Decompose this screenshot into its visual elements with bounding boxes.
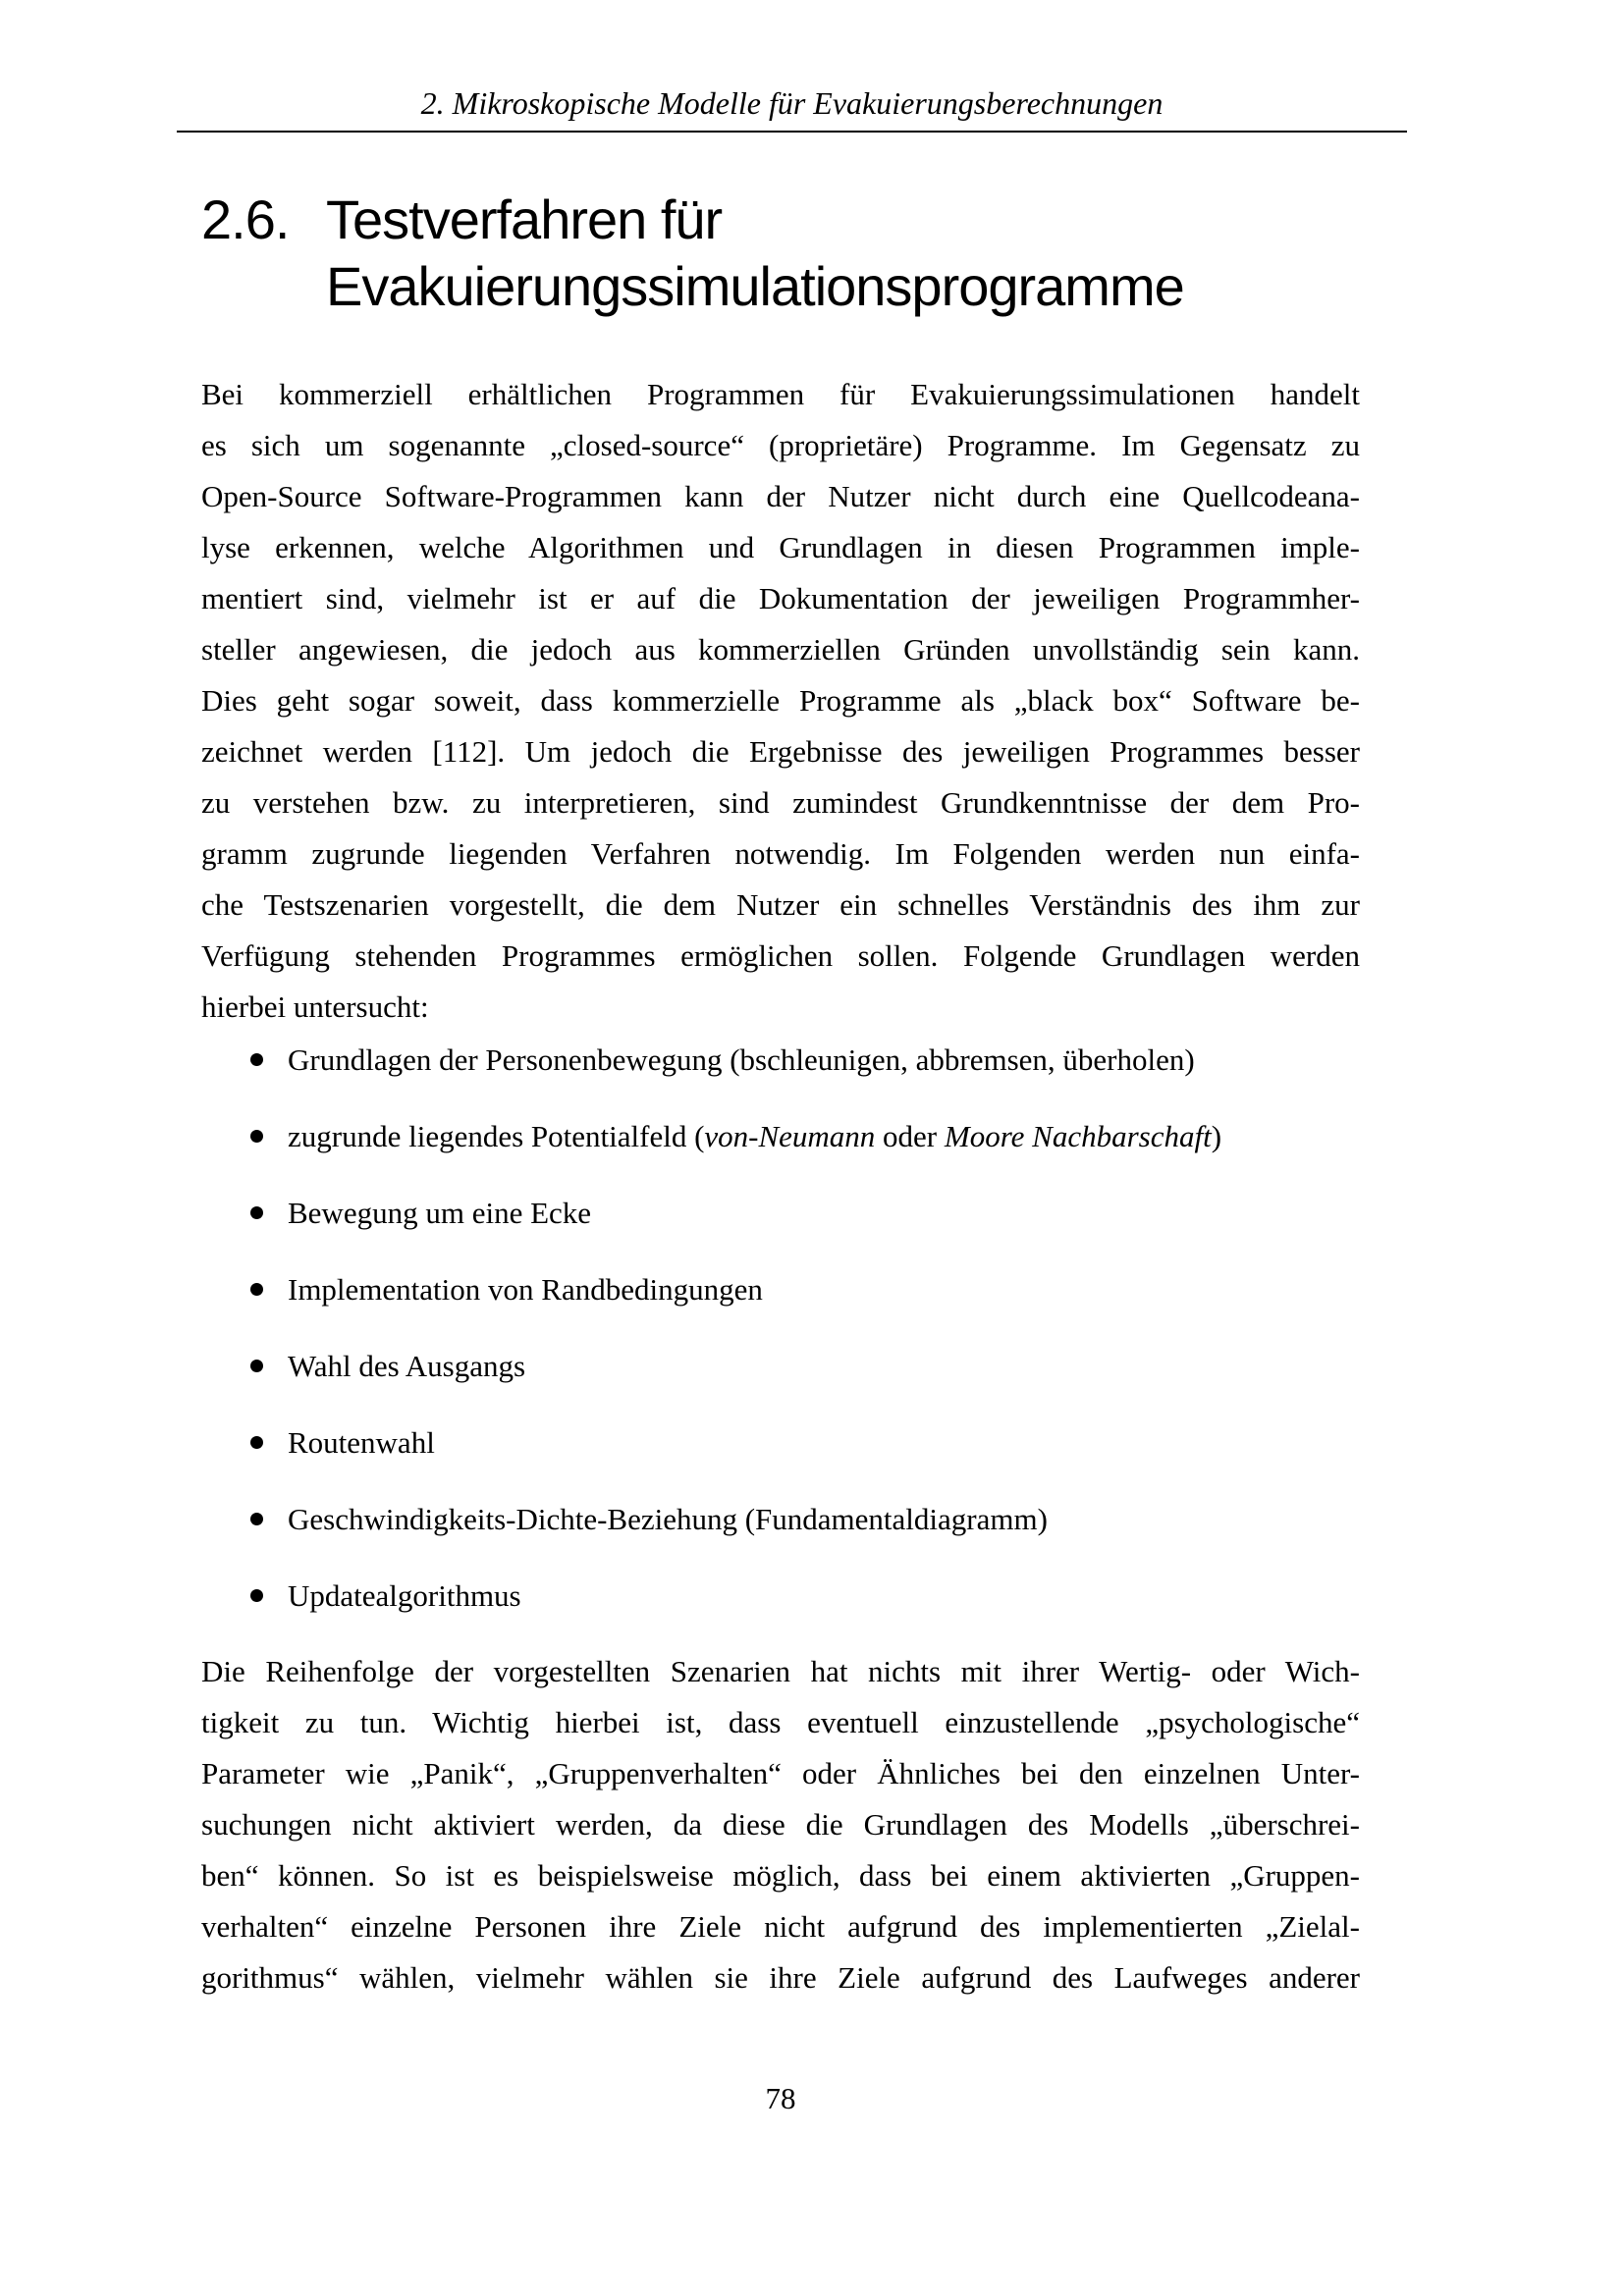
bullet-icon — [250, 1130, 263, 1143]
list-item-text: Wahl des Ausgangs — [288, 1349, 526, 1383]
list-item-text: Routenwahl — [288, 1425, 435, 1460]
list-item — [201, 1188, 1360, 1239]
section-title-line-1: Testverfahren für — [326, 188, 723, 250]
bullet-icon — [250, 1436, 263, 1449]
list-item — [201, 1111, 1360, 1162]
text-line: Open-Source Software-Programmen kann der Nutzer nicht durch eine Quellcodeana- — [201, 479, 1360, 513]
list-item-text: Geschwindigkeits-Dichte-Beziehung (Fundamentaldiagramm) — [288, 1502, 1048, 1536]
bullet-icon — [250, 1053, 263, 1066]
header-rule — [177, 131, 1407, 133]
text-line: Bei kommerziell erhältlichen Programmen für Evakuierungssimulationen handelt — [201, 377, 1360, 411]
list-item — [201, 1264, 1360, 1315]
page-number: 78 — [765, 2081, 796, 2115]
text-line: suchungen nicht aktiviert werden, da diese die Grundlagen des Modells „überschrei- — [201, 1807, 1360, 1842]
bullet-list — [201, 1035, 1360, 1647]
list-item — [201, 1571, 1360, 1622]
text-line: ben“ können. So ist es beispielsweise möglich, dass bei einem aktivierten „Gruppen- — [201, 1858, 1360, 1893]
text-line: es sich um sogenannte „closed-source“ (proprietäre) Programme. Im Gegensatz zu — [201, 428, 1360, 462]
text-line: tigkeit zu tun. Wichtig hierbei ist, dass eventuell einzustellende „psychologische“ — [201, 1705, 1360, 1739]
text-line: zu verstehen bzw. zu interpretieren, sind zumindest Grundkenntnisse der dem Pro- — [201, 785, 1360, 820]
text-line: hierbei untersucht: — [201, 989, 429, 1024]
paragraph-1 — [201, 369, 1360, 1033]
section-title-line-2: Evakuierungssimulationsprogramme — [326, 255, 1184, 317]
running-header: 2. Mikroskopische Modelle für Evakuierungsberechnungen — [420, 85, 1164, 121]
paragraph-2 — [201, 1646, 1360, 2003]
text-line: gorithmus“ wählen, vielmehr wählen sie ihre Ziele aufgrund des Laufweges anderer — [201, 1960, 1360, 1995]
text-line: che Testszenarien vorgestellt, die dem Nutzer ein schnelles Verständnis des ihm zur — [201, 887, 1360, 922]
bullet-icon — [250, 1513, 263, 1525]
bullet-icon — [250, 1283, 263, 1296]
text-line: Verfügung stehenden Programmes ermöglichen sollen. Folgende Grundlagen werden — [201, 938, 1360, 973]
list-item-text: zugrunde liegendes Potentialfeld (von-Neumann oder Moore Nachbarschaft) — [288, 1119, 1222, 1153]
section-heading — [201, 187, 1184, 320]
text-line: lyse erkennen, welche Algorithmen und Grundlagen in diesen Programmen imple- — [201, 530, 1360, 564]
section-title — [326, 187, 1184, 320]
list-item-text: Grundlagen der Personenbewegung (bschleunigen, abbremsen, überholen) — [288, 1042, 1195, 1077]
list-item-text: Bewegung um eine Ecke — [288, 1196, 592, 1230]
text-line: Parameter wie „Panik“, „Gruppenverhalten“ oder Ähnliches bei den einzelnen Unter- — [201, 1756, 1360, 1790]
list-item-text: Updatealgorithmus — [288, 1578, 521, 1613]
text-line: verhalten“ einzelne Personen ihre Ziele nicht aufgrund des implementierten „Zielal- — [201, 1909, 1360, 1944]
section-number: 2.6. — [201, 188, 290, 250]
list-item — [201, 1417, 1360, 1468]
text-line: Die Reihenfolge der vorgestellten Szenarien hat nichts mit ihrer Wertig- oder Wich- — [201, 1654, 1360, 1688]
text-line: mentiert sind, vielmehr ist er auf die Dokumentation der jeweiligen Programmher- — [201, 581, 1360, 615]
list-item — [201, 1494, 1360, 1545]
list-item — [201, 1035, 1360, 1086]
bullet-icon — [250, 1206, 263, 1219]
list-item-text: Implementation von Randbedingungen — [288, 1272, 763, 1307]
bullet-icon — [250, 1360, 263, 1372]
text-line: Dies geht sogar soweit, dass kommerzielle Programme als „black box“ Software be- — [201, 683, 1360, 718]
text-line: gramm zugrunde liegenden Verfahren notwendig. Im Folgenden werden nun einfa- — [201, 836, 1360, 871]
bullet-icon — [250, 1589, 263, 1602]
text-line: zeichnet werden [112]. Um jedoch die Ergebnisse des jeweiligen Programmes besser — [201, 734, 1360, 769]
text-line: steller angewiesen, die jedoch aus kommerziellen Gründen unvollständig sein kann. — [201, 632, 1360, 667]
list-item — [201, 1341, 1360, 1392]
